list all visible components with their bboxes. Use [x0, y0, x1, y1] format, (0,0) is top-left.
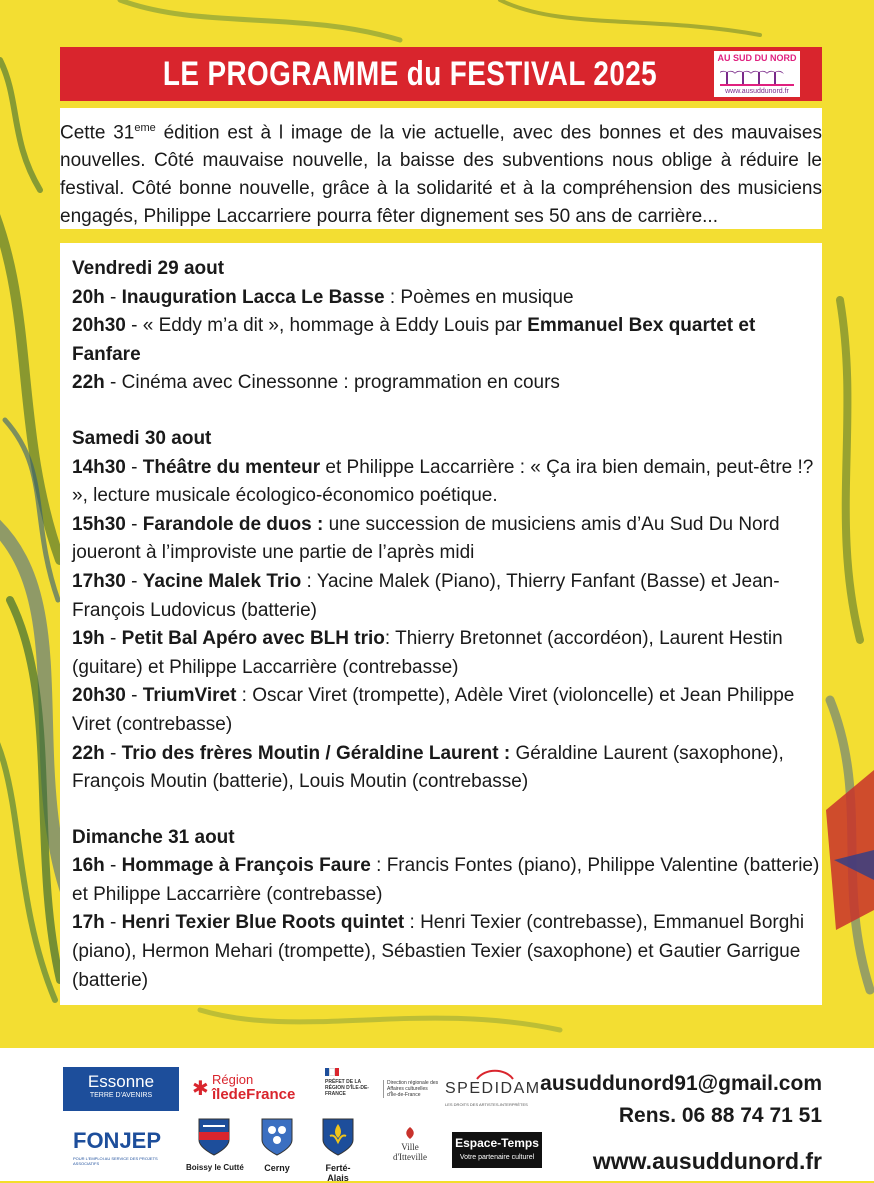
palm-trees-icon	[720, 64, 794, 86]
essonne-name: Essonne	[87, 1072, 155, 1091]
entry-title: Théâtre du menteur	[142, 456, 321, 478]
cerny-crest	[255, 1118, 299, 1174]
crest-caption: Boissy le Cutté	[186, 1163, 244, 1172]
entry-separator: :	[384, 286, 401, 308]
day-saturday	[72, 425, 822, 797]
boissy-crest	[186, 1118, 244, 1174]
schedule-entry: 19h - Petit Bal Apéro avec BLH trio: Thierry Bretonnet (accordéon), Laurent Hestin (guitare) et Philippe Laccarrière (contrebasse)	[72, 628, 783, 678]
entry-separator: :	[301, 570, 317, 592]
espace-temps-logo	[452, 1132, 542, 1168]
region-name: îledeFrance	[212, 1086, 296, 1103]
logo-url: www.ausuddunord.fr	[725, 88, 789, 95]
star-icon: ✱	[192, 1078, 209, 1100]
day-title: Samedi 30 aout	[72, 427, 212, 449]
entry-details: une succession de musiciens amis d’Au Sud Du Nord joueront à l’improviste une partie de l’après midi	[72, 513, 780, 564]
french-flag-icon	[325, 1068, 339, 1076]
entry-title: Trio des frères Moutin / Géraldine Laurent :	[121, 742, 511, 764]
essonne-logo	[63, 1067, 179, 1111]
spedidam-arc-icon	[475, 1068, 515, 1080]
entry-details: Géraldine Laurent (saxophone), François Moutin (batterie), Louis Moutin (contrebasse)	[72, 742, 784, 793]
entry-title: Petit Bal Apéro avec BLH trio	[121, 628, 385, 650]
crest-caption: Ferté-Alais	[325, 1163, 351, 1183]
espace-name: Espace-Temps	[455, 1136, 539, 1150]
schedule-entry: 16h - Hommage à François Faure : Francis Fontes (piano), Philippe Valentine (batterie) et Philippe Laccarrière (contrebasse)	[72, 855, 820, 905]
sponsors-footer	[0, 1048, 874, 1181]
intro-paragraph	[60, 108, 822, 229]
entry-separator: :	[384, 628, 396, 650]
entry-details: Yacine Malek (Piano), Thierry Fanfant (Basse) et Jean-François Ludovicus (batterie)	[72, 570, 780, 621]
entry-title: Hommage à François Faure	[121, 855, 371, 877]
fonjep-logo	[63, 1126, 167, 1170]
page-title: LE PROGRAMME du FESTIVAL 2025	[162, 55, 658, 93]
prefet-logo	[325, 1068, 439, 1112]
prefet-name: PRÉFET DE LA RÉGION D'ÎLE-DE-FRANCE	[325, 1079, 369, 1097]
contact-email[interactable]: ausuddunord91@gmail.com	[540, 1072, 822, 1095]
entry-title: Emmanuel Bex quartet et Fanfare	[72, 315, 756, 365]
region-label: Région	[212, 1072, 254, 1087]
entry-time: 20h30	[72, 685, 126, 707]
entry-time: 19h	[72, 628, 105, 650]
entry-time: 20h30	[72, 315, 126, 337]
website-link[interactable]: www.ausuddunord.fr	[592, 1148, 822, 1174]
day-title: Vendredi 29 aout	[72, 258, 225, 279]
entry-time: 17h	[72, 912, 105, 934]
spedidam-logo	[445, 1068, 541, 1112]
entry-separator: :	[404, 912, 421, 934]
entry-title: Farandole de duos :	[142, 513, 324, 535]
entry-details: Francis Fontes (piano), Philippe Valentine (batterie) et Philippe Laccarrière (contrebasse)	[72, 855, 820, 905]
spedidam-tagline: LES DROITS DES ARTISTES-INTERPRÈTES	[445, 1102, 528, 1107]
entry-details: Cinéma avec Cinessonne : programmation en cours	[121, 372, 560, 394]
crest-icon	[261, 1118, 293, 1156]
schedule-entry: 22h - Trio des frères Moutin / Géraldine Laurent : Géraldine Laurent (saxophone), François Moutin (batterie), Louis Moutin (contrebasse)	[72, 742, 784, 793]
entry-time: 17h30	[72, 570, 126, 592]
fonjep-tagline: POUR L'EMPLOI AU SERVICE DES PROJETS ASSOCIATIFS	[73, 1156, 158, 1166]
schedule-entry: 14h30 - Théâtre du menteur et Philippe Laccarrière : « Ça ira bien demain, peut-être !? », lecture musicale écologico-économico poétique.	[72, 456, 814, 507]
intro-text-1: Cette 31	[60, 122, 135, 144]
title-banner	[60, 47, 822, 101]
logo-text: AU SUD DU NORD	[717, 53, 797, 63]
entry-details: « Eddy m’a dit », hommage à Eddy Louis par	[142, 315, 528, 337]
entry-details: Thierry Bretonnet (accordéon), Laurent Hestin (guitare) et Philippe Laccarrière (contrebasse)	[72, 628, 783, 678]
entry-details: Poèmes en musique	[400, 286, 574, 308]
entry-title: Yacine Malek Trio	[142, 570, 302, 592]
schedule-entry: 22h - Cinéma avec Cinessonne : programmation en cours	[72, 372, 560, 394]
region-idf-logo	[192, 1072, 302, 1112]
itteville-logo	[388, 1126, 432, 1174]
itteville-icon	[402, 1126, 418, 1140]
schedule-entry: 20h - Inauguration Lacca Le Basse : Poèmes en musique	[72, 286, 574, 308]
intro-superscript: eme	[134, 122, 156, 134]
entry-separator: :	[236, 685, 253, 707]
crest-icon	[198, 1118, 230, 1156]
entry-separator: :	[370, 855, 387, 877]
entry-time: 20h	[72, 286, 105, 308]
prefet-direction: Direction régionale des Affaires culturelles d'Île-de-France	[383, 1080, 439, 1098]
entry-time: 22h	[72, 372, 105, 394]
schedule-entry: 15h30 - Farandole de duos : une succession de musiciens amis d’Au Sud Du Nord joueront à l’improviste une partie de l’après midi	[72, 513, 780, 564]
entry-title: Henri Texier Blue Roots quintet	[121, 912, 405, 934]
entry-time: 16h	[72, 855, 105, 877]
schedule-entry: 17h - Henri Texier Blue Roots quintet : Henri Texier (contrebasse), Emmanuel Borghi (piano), Hermon Mehari (trompette), Sébastien Texier (saxophone) et Gautier Garrigue (batterie)	[72, 912, 805, 991]
day-title: Dimanche 31 aout	[72, 826, 235, 848]
crest-caption: Cerny	[264, 1163, 290, 1173]
itteville-name: Ville d'Itteville	[392, 1142, 428, 1162]
entry-details: Oscar Viret (trompette), Adèle Viret (violoncelle) et Jean Philippe Viret (contrebasse)	[72, 685, 795, 735]
program-schedule	[60, 243, 822, 1005]
schedule-entry: 20h30 - TriumViret : Oscar Viret (trompette), Adèle Viret (violoncelle) et Jean Philippe Viret (contrebasse)	[72, 685, 795, 735]
schedule-entry: 20h30 - « Eddy m’a dit », hommage à Eddy Louis par Emmanuel Bex quartet et Fanfare	[72, 315, 756, 365]
day-sunday	[72, 824, 822, 996]
day-friday	[72, 255, 822, 398]
ferte-alais-crest	[316, 1118, 360, 1183]
intro-text-2: édition est à l image de la vie actuelle, avec des bonnes et des mauvaises nouvelles. Côté mauvaise nouvelle, la baisse des subventions nous oblige à réduire le festival. Côté bonne nouvelle, grâce à la solidarité et à la compréhension des musiciens engagés, Philippe Laccarriere pourra fêter dignement ses 50 ans de carrière...	[60, 122, 823, 228]
entry-details: et Philippe Laccarrière : « Ça ira bien demain, peut-être !? », lecture musicale écologico-économico poétique.	[72, 456, 814, 507]
spedidam-name: SPEDIDAM	[445, 1080, 541, 1097]
entry-details: Henri Texier (contrebasse), Emmanuel Borghi (piano), Hermon Mehari (trompette), Sébastien Texier (saxophone) et Gautier Garrigue (batterie)	[72, 912, 805, 991]
entry-time: 14h30	[72, 456, 126, 478]
festival-logo	[714, 51, 800, 97]
crest-icon	[322, 1118, 354, 1156]
fonjep-name: FONJEP	[73, 1128, 162, 1153]
entry-time: 22h	[72, 742, 105, 764]
espace-tagline: Votre partenaire culturel	[459, 1154, 535, 1161]
essonne-tagline: TERRE D'AVENIRS	[89, 1092, 153, 1099]
entry-title: Inauguration Lacca Le Basse	[121, 286, 385, 308]
contact-phone: Rens. 06 88 74 71 51	[618, 1104, 822, 1127]
schedule-entry: 17h30 - Yacine Malek Trio : Yacine Malek (Piano), Thierry Fanfant (Basse) et Jean-François Ludovicus (batterie)	[72, 570, 780, 621]
entry-time: 15h30	[72, 513, 126, 535]
entry-title: TriumViret	[142, 685, 237, 707]
